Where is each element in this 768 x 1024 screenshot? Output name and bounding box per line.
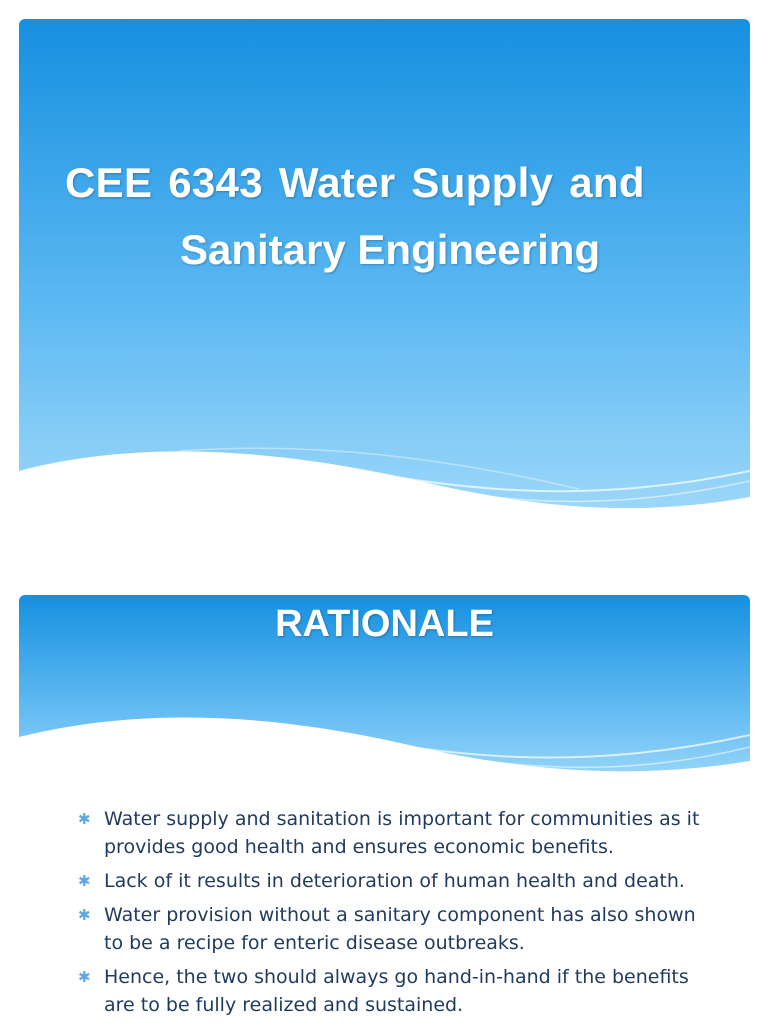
slide-title-line-2: Sanitary Engineering [180, 226, 601, 273]
bullet-text: Lack of it results in deterioration of human health and death. [104, 870, 685, 892]
asterisk-bullet-icon: ✱ [78, 968, 91, 986]
asterisk-bullet-icon: ✱ [78, 906, 91, 924]
asterisk-bullet-icon: ✱ [78, 872, 91, 890]
bullet-text: Water provision without a sanitary component has also shown to be a recipe for enteric disease outbreaks. [104, 904, 696, 954]
slide-title-line-1: CEE 6343 Water Supply and [65, 159, 645, 206]
bullet-text: Water supply and sanitation is important for communities as it provides good health and ensures economic benefits. [104, 808, 700, 858]
rationale-slide [19, 595, 750, 1024]
asterisk-bullet-icon: ✱ [78, 810, 91, 828]
slide-heading: RATIONALE [275, 603, 494, 645]
list-item [78, 805, 718, 861]
slide-background [19, 19, 750, 540]
list-item [78, 867, 718, 895]
bullet-list [78, 805, 718, 1024]
bullet-text: Hence, the two should always go hand-in-hand if the benefits are to be fully realized and sustained. [104, 966, 689, 1016]
title-slide [19, 19, 750, 540]
list-item [78, 901, 718, 957]
list-item [78, 963, 718, 1019]
